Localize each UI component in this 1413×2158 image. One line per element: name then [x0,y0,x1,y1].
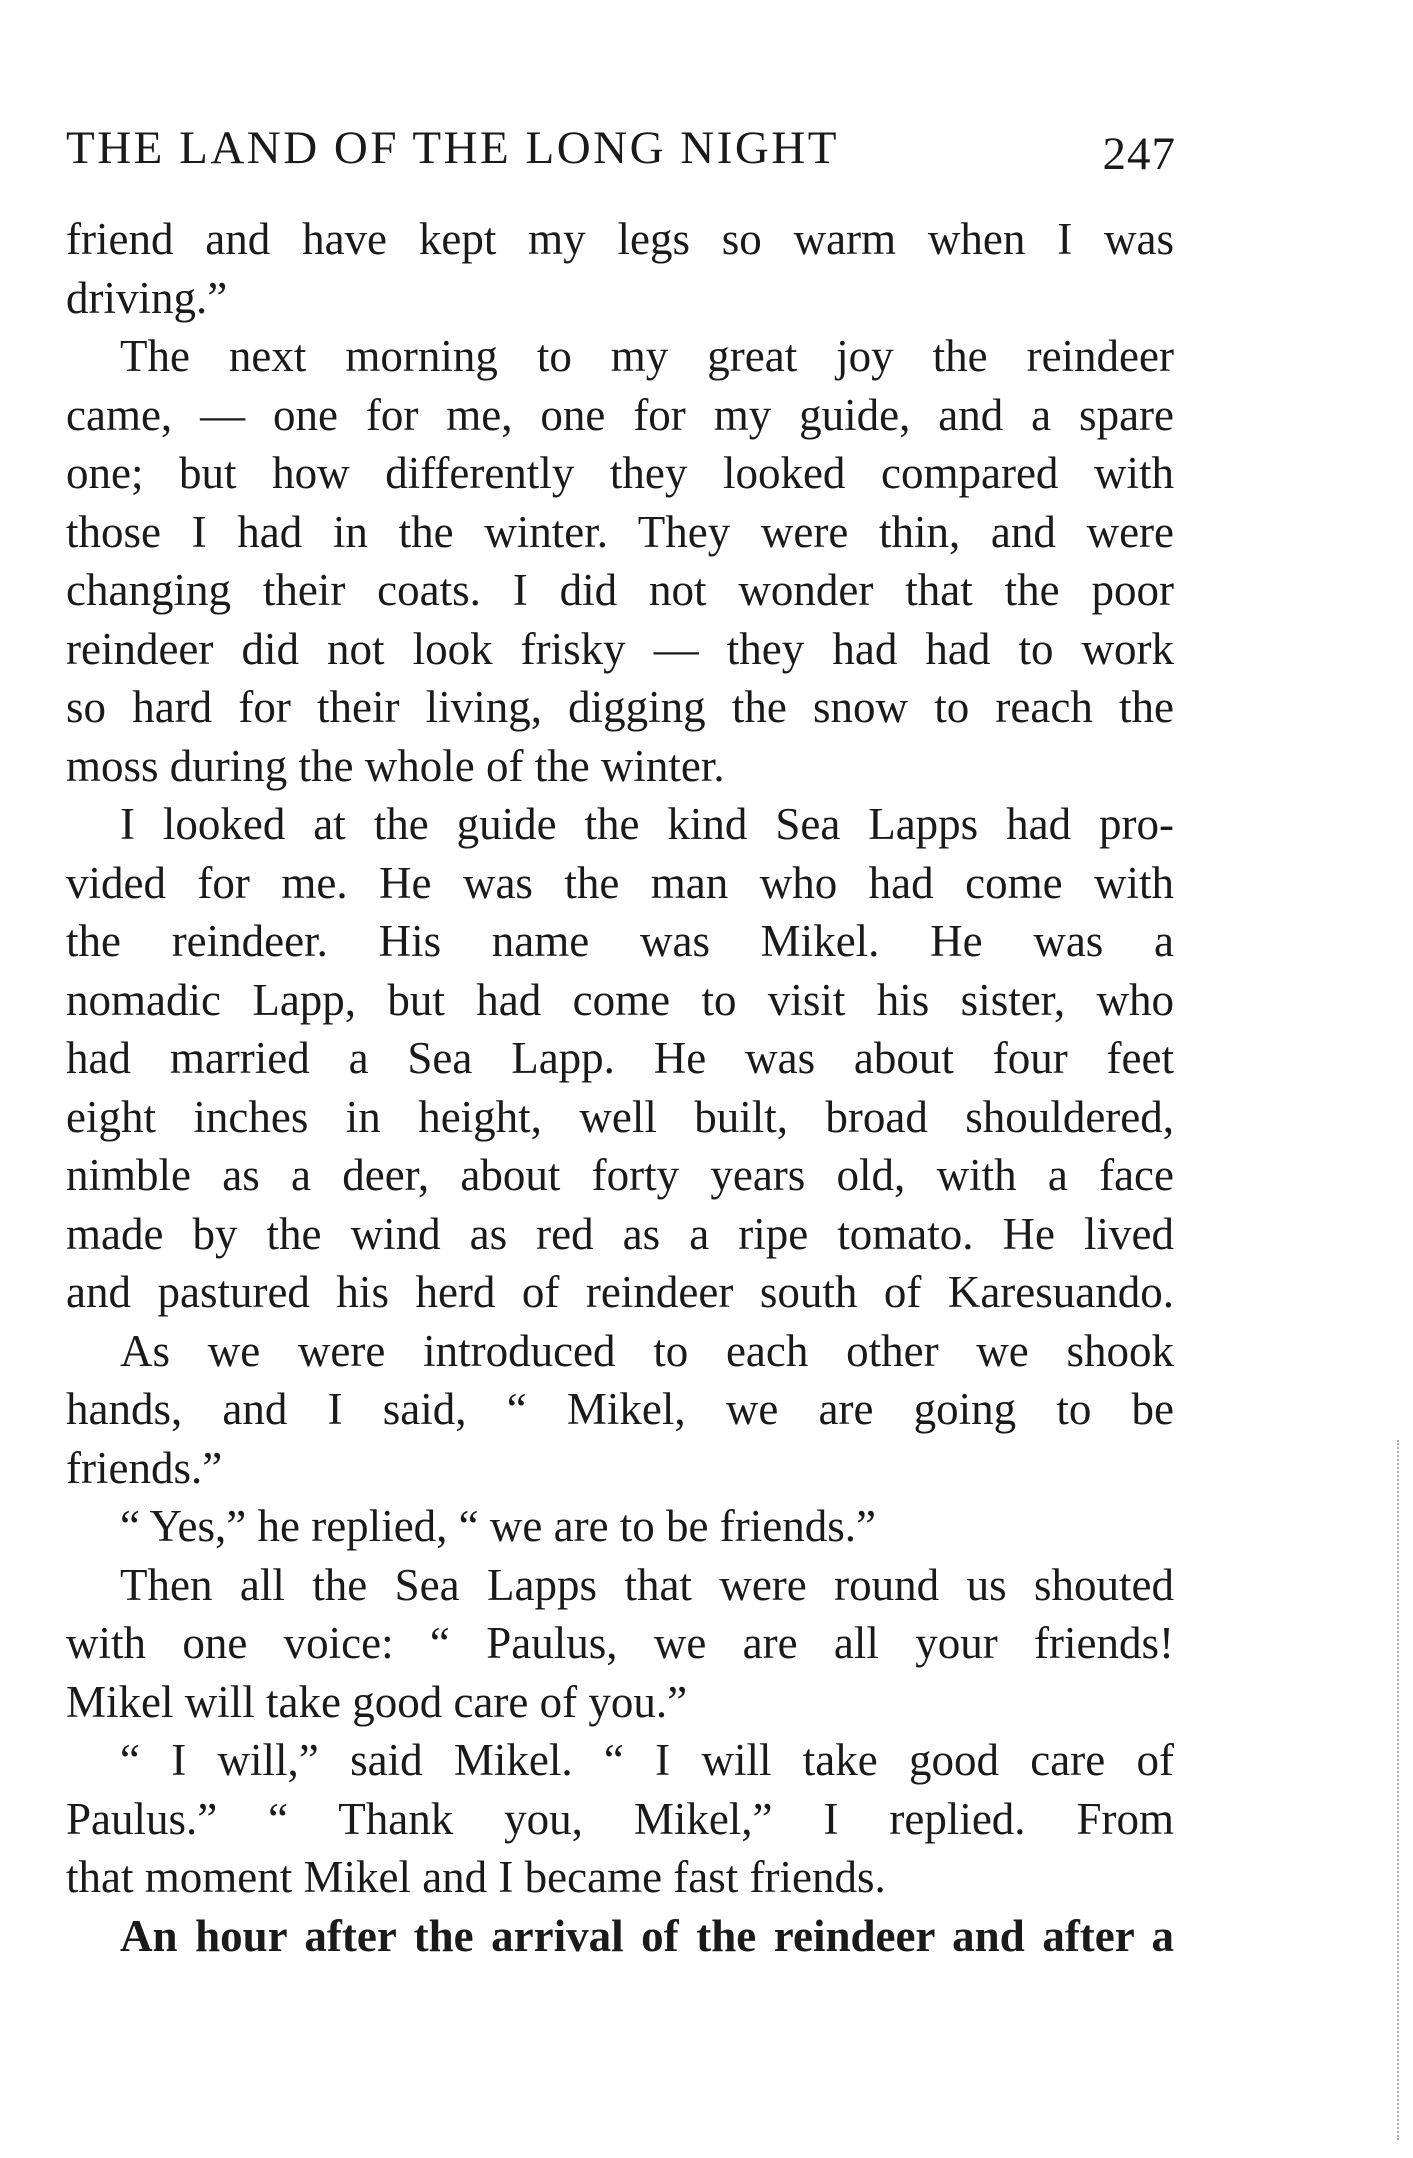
text-line: hands, and I said, “ Mikel, we are going to be [66,1384,1174,1434]
text-line: reindeer did not look frisky — they had had to work [66,623,1174,674]
page-number: 247 [1102,128,1176,180]
paragraph-start-line: An hour after the arrival of the reindeer and after a [120,1910,1174,1961]
running-head [66,118,1176,178]
text-line: made by the wind as red as a ripe tomato. He lived [66,1208,1174,1259]
text-line: had married a Sea Lapp. He was about four feet [66,1033,1174,1083]
text-line: and pastured his herd of reindeer south of Karesuando. [66,1267,1174,1317]
text-line: changing their coats. I did not wonder that the poor [66,565,1174,615]
paragraph-start-line: “ Yes,” he replied, “ we are to be friends.” [120,1501,876,1551]
paragraph-start-line: “ I will,” said Mikel. “ I will take good care of [120,1735,1174,1785]
text-line: moss during the whole of the winter. [66,740,725,791]
paragraph-start-line: The next morning to my great joy the reindeer [120,331,1174,381]
paragraph-start-line: I looked at the guide the kind Sea Lapps had pro- [120,799,1174,849]
paragraph-start-line: Then all the Sea Lapps that were round us shouted [120,1559,1174,1610]
text-line: driving.” [66,272,228,323]
text-line: came, — one for me, one for my guide, and a spare [66,389,1174,440]
text-line: one; but how differently they looked compared with [66,448,1174,498]
page-edge-scan-artifact [1393,1440,1399,2140]
text-line: friend and have kept my legs so warm when I was [66,214,1174,264]
text-line: Paulus.” “ Thank you, Mikel,” I replied. From [66,1793,1174,1844]
text-line: those I had in the winter. They were thin, and were [66,506,1174,557]
text-line: with one voice: “ Paulus, we are all your friends! [66,1618,1174,1668]
text-line: nimble as a deer, about forty years old, with a face [66,1150,1174,1200]
text-line: eight inches in height, well built, broad shouldered, [66,1091,1174,1142]
text-line: so hard for their living, digging the snow to reach the [66,682,1174,732]
paragraph-start-line: As we were introduced to each other we shook [120,1325,1174,1376]
body-text [66,210,1174,1965]
text-line: Mikel will take good care of you.” [66,1676,688,1727]
text-line: the reindeer. His name was Mikel. He was a [66,916,1174,966]
text-line: vided for me. He was the man who had come with [66,857,1174,908]
text-line: nomadic Lapp, but had come to visit his sister, who [66,974,1174,1025]
text-line: that moment Mikel and I became fast friends. [66,1852,886,1902]
text-line: friends.” [66,1442,223,1493]
running-head-title: THE LAND OF THE LONG NIGHT [66,122,839,174]
